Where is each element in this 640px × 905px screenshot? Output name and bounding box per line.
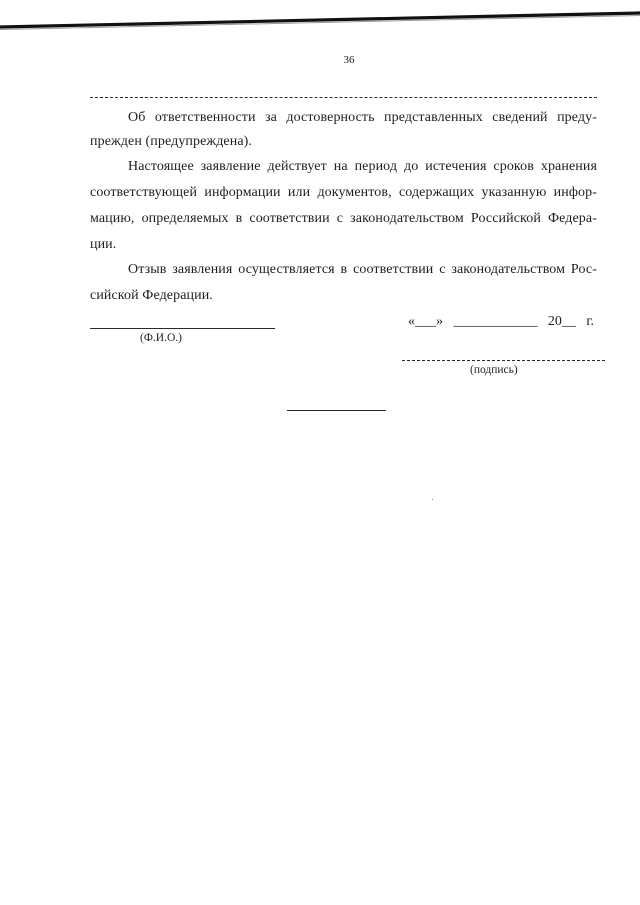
date-line: «___» ____________ 20__ г. — [408, 314, 594, 329]
fio-field-line — [90, 328, 275, 329]
body-line: сийской Федерации. — [90, 288, 213, 303]
body-line: ции. — [90, 237, 117, 252]
body-line: Настоящее заявление действует на период до истечения сроков хранения — [128, 159, 597, 174]
body-line: прежден (предупреждена). — [90, 134, 252, 149]
body-line: Об ответственности за достоверность представленных сведений преду- — [128, 110, 597, 125]
signature-field-line — [402, 360, 605, 361]
body-line: мацию, определяемых в соответствии с законодательством Российской Федера- — [90, 211, 597, 226]
fio-label: (Ф.И.О.) — [140, 332, 182, 344]
scan-speck — [432, 499, 433, 500]
signature-label: (подпись) — [470, 364, 518, 376]
end-of-text-line — [287, 410, 386, 411]
top-separator-line — [90, 97, 597, 98]
scan-edge-bar — [0, 0, 640, 40]
body-line: Отзыв заявления осуществляется в соответствии с законодательством Рос- — [128, 262, 597, 277]
body-line: соответствующей информации или документов, содержащих указанную инфор- — [90, 185, 597, 200]
page-number: 36 — [343, 54, 355, 66]
